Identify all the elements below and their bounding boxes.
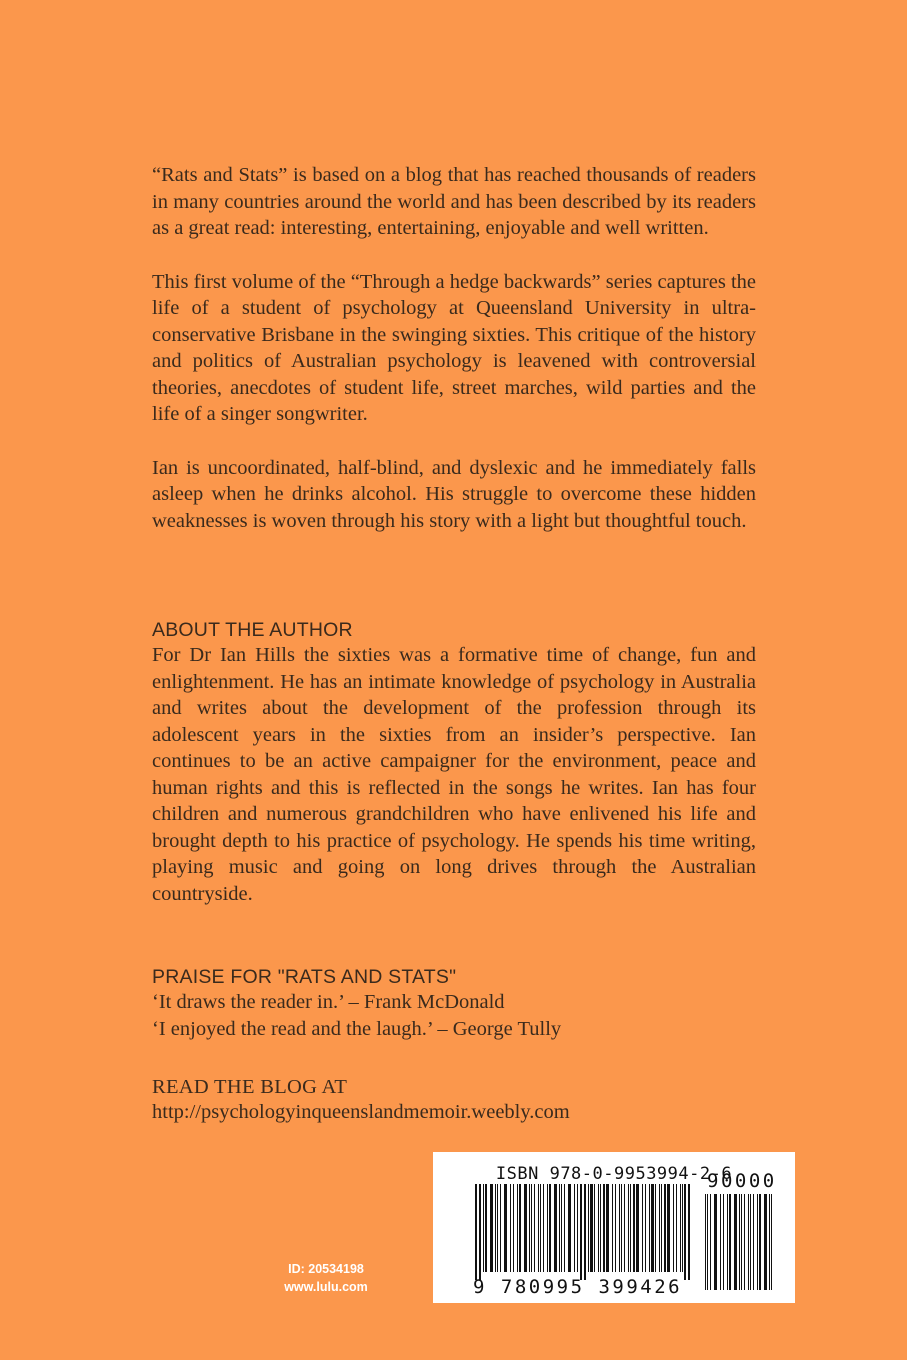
publisher-info [266,1260,386,1296]
blog-url[interactable]: http://psychologyinqueenslandmemoir.weebly.com [152,1101,570,1123]
barcode-bar [628,1184,629,1272]
barcode-bar [538,1184,539,1272]
barcode-bar [714,1194,717,1290]
barcode-bar [504,1184,507,1272]
barcode-bar [651,1184,654,1272]
barcode-bar [642,1184,643,1272]
barcode-bar [490,1184,493,1272]
barcode-bar [580,1184,582,1280]
praise-heading: PRAISE FOR "RATS AND STATS" [152,966,457,988]
barcode-bar [513,1184,514,1272]
barcode-bar [655,1184,656,1272]
barcode-bar [636,1184,639,1272]
praise-quote: ‘I enjoyed the read and the laugh.’ – George Tully [152,1017,562,1040]
barcode-bar [603,1184,605,1272]
praise-section [152,965,756,1042]
barcode-bar [688,1184,690,1280]
barcode-bar [531,1184,532,1272]
isbn-barcode [433,1152,795,1303]
barcode-bar [588,1184,589,1272]
barcode-bar [554,1184,557,1272]
barcode-bar [615,1184,616,1272]
barcode-bar [744,1194,745,1290]
barcode-bar [673,1184,674,1272]
barcode-bar [633,1184,635,1272]
blurb-paragraph-1: “Rats and Stats” is based on a blog that has reached thousands of readers in many countries around the world and has been described by its readers as a great read: interesting, entertaining, enjoyable and well written. [152,164,756,239]
barcode-bar [524,1184,527,1272]
barcode-bar [769,1194,770,1290]
barcode-bar [723,1194,724,1290]
barcode-bar [590,1184,593,1272]
barcode-bar [682,1184,683,1272]
barcode-bar [676,1184,677,1272]
barcode-bar [594,1184,595,1272]
barcode-bar [606,1184,609,1272]
blog-heading: READ THE BLOG AT [152,1076,348,1098]
publisher-id: ID: 20534198 [288,1262,364,1276]
barcode-bar [771,1194,772,1290]
barcode-bar [495,1184,496,1272]
about-section [152,618,756,907]
barcode-bar [720,1194,721,1290]
barcode-bar [739,1194,740,1290]
barcode-bar [710,1194,711,1290]
barcode-bar [485,1184,487,1272]
barcode-bar [759,1194,761,1290]
barcode-bar [475,1184,477,1280]
barcode-bar [750,1194,751,1290]
barcode-bar [510,1184,511,1272]
barcode-bar [534,1184,535,1272]
barcode-bar [574,1184,575,1272]
barcode-bar [479,1184,481,1280]
barcode-bar [612,1184,613,1272]
barcode-bar [757,1194,758,1290]
isbn-label: ISBN 978-0-9953994-2-6 [495,1164,733,1184]
barcode-bar [753,1194,754,1290]
barcode-bar [649,1184,650,1272]
barcode-bar [727,1194,728,1290]
blurb-paragraph-3: Ian is uncoordinated, half-blind, and dyslexic and he immediately falls asleep when he drinks alcohol. His struggle to overcome these hidden weaknesses is woven through his story with a light but thoughtful touch. [152,456,756,532]
blog-section [152,1075,756,1126]
barcode-bar [497,1184,498,1272]
barcode-bar [659,1184,660,1272]
barcode-bar [729,1194,731,1290]
barcode-bar [707,1194,708,1290]
barcode-bar [619,1184,620,1272]
barcode-bar [568,1184,571,1272]
barcode-bar [764,1194,767,1290]
ean-digits: 9 780995 399426 [473,1276,683,1298]
publisher-site: www.lulu.com [284,1280,368,1294]
barcode-bar [577,1184,578,1272]
barcode-bar [630,1184,631,1272]
barcode-bar [519,1184,521,1272]
barcode-bar [667,1184,670,1272]
barcode-bar [540,1184,541,1272]
barcode-bar [549,1184,551,1272]
barcode-bar [483,1184,484,1272]
barcode-bar [547,1184,548,1272]
barcode-bar [748,1194,749,1290]
barcode-bar [500,1184,501,1272]
barcode-bar [564,1184,565,1272]
about-heading: ABOUT THE AUTHOR [152,619,353,641]
barcode-bar [561,1184,562,1272]
blurb-paragraph-2: This first volume of the “Through a hedge backwards” series captures the life of a student of psychology at Queensland University in ultra-conservative Brisbane in the swinging sixties. This critique of the history and politics of Australian psychology is leavened with controversial theories, anecdotes of student life, street marches, wild parties and the life of a singer songwriter. [152,270,756,425]
blurb [152,162,756,534]
barcode-bar [517,1184,518,1272]
barcode-bar [734,1194,737,1290]
barcode-bar [621,1184,622,1272]
barcode-bar [559,1184,560,1272]
about-text: For Dr Ian Hills the sixties was a formative time of change, fun and enlightenment. He has an intimate knowledge of psychology in Australia and writes about the development of the profession through its adolescent years in the sixties from an insider’s perspective. Ian continues to be an active campaigner for the environment, peace and human rights and this is reflected in the songs he writes. Ian has four children and numerous grandchildren who have enlivened his life and brought depth to his practice of psychology. He spends his time writing, playing music and going on long drives through the Australian countryside. [152,644,756,905]
barcode-bar [741,1194,742,1290]
barcode-bar [600,1184,601,1272]
barcode-bar [680,1184,681,1272]
barcode-bar [645,1184,646,1272]
barcode-bar [598,1184,599,1272]
barcode-bar [543,1184,544,1272]
barcode-bar [705,1194,706,1290]
barcode-bar [664,1184,666,1272]
barcode-bar [661,1184,662,1272]
barcode-bar [529,1184,530,1272]
barcode-bar [684,1184,686,1280]
addon-digits: 90000 [707,1170,777,1192]
barcode-bar [584,1184,586,1280]
praise-quote: ‘It draws the reader in.’ – Frank McDonald [152,991,505,1013]
barcode-bar [624,1184,625,1272]
